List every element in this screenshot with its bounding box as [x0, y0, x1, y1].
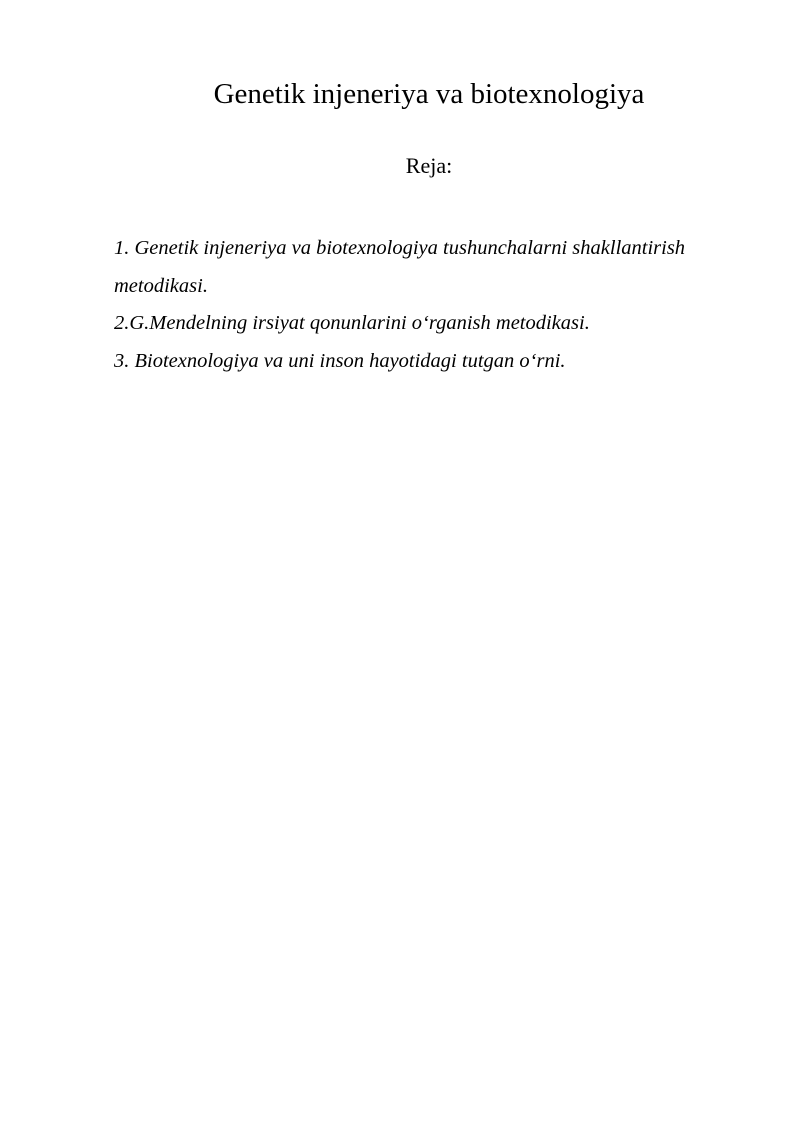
plan-item-3: 3. Biotexnologiya va uni inson hayotidagi tutgan o‘rni.	[114, 349, 566, 372]
document-title: Genetik injeneriya va biotexnologiya	[213, 78, 645, 110]
plan-item-2: 2.G.Mendelning irsiyat qonunlarini o‘rganish metodikasi.	[114, 312, 590, 334]
plan-list	[114, 230, 734, 380]
plan-item-1: 1. Genetik injeneriya va biotexnologiya tushunchalarni shakllantirish metodikasi.	[114, 237, 686, 297]
plan-heading: Reja:	[405, 153, 453, 178]
